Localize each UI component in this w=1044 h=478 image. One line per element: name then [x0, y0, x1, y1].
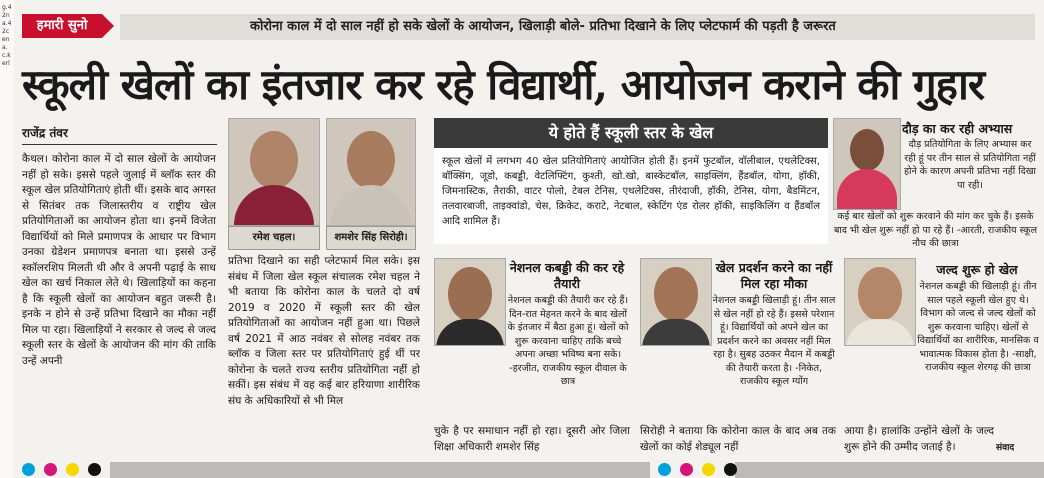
cyan-reg-dot — [22, 463, 35, 476]
quote-aarti-body-cont: कई बार खेलों को शुरू करवाने की मांग कर चुके हैं। इसके बाद भी खेल शुरू नहीं हो पा रहे हैं। -आरती, राजकीय स्कूल नौच की छात्रा — [833, 211, 1038, 249]
byline: राजेंद्र तंवर — [22, 124, 217, 145]
photo-shamsher — [326, 118, 416, 226]
credit: संवाद — [996, 443, 1015, 453]
photo-ramesh — [228, 118, 320, 226]
quote-aarti-body: दौड़ प्रतियोगिता के लिए अभ्यास कर रही हूं पर तीन साल से प्रतियोगिता नहीं होने के कारण अपनी प्रतिभा नहीं दिखा पा रही। — [903, 139, 1037, 191]
sports-box-body: स्कूल खेलों में लगभग 40 खेल प्रतियोगिताएं आयोजित होती हैं। इनमें फुटबॉल, वॉलीबाल, एथलेटिक्स, बॉक्सिंग, जूडो, कबड्डी, वेटलिफ्टिंग, कुश्ती, खो.खो, बास्केटबॉल, साइक्लिंग, हैंडबॉल, योगा, हॉकी, जिमनास्टिक, तैराकी, वाटर पोलो, टेबल टेनिस, एथलेटिक्स, तीरंदाजी, हॉकी, टेनिस, योगा, बैडमिंटन, तलवारबाजी, ताइक्वांडो, चेस, क्रिकेट, कराटे, नेटबाल, स्केटिंग एंड रोलर हॉकी, साइकिलिंग व हैंडबॉल आदि शामिल हैं। — [434, 148, 828, 244]
black-reg-dot — [88, 463, 101, 476]
sports-box-title: ये होते हैं स्कूली स्तर के खेल — [434, 118, 828, 148]
page-gutter — [0, 0, 14, 478]
quote-harjeet-title: नेशनल कबड्डी की कर रहे तैयारी — [509, 260, 625, 291]
photo-aarti — [833, 118, 901, 210]
quote-niket-body: नेशनल कबड्डी खिलाड़ी हूं। तीन साल से खेल नहीं हो रहे हैं। इससे परेशान हूं। विद्यार्थियों को अपने खेल का प्रदर्शन करने का अवसर नहीं मिल रहा है। सुबह उठकर मैदान में कबड्डी की तैयारी करता है। -निकेत, राजकीय स्कूल ग्योंग — [712, 295, 836, 387]
caption-shamsher: शमशेर सिंह सिरोही। — [326, 226, 416, 250]
registration-bar-right — [735, 462, 1044, 478]
section-label: हमारी सुनो — [22, 14, 102, 38]
caption-ramesh: रमेश चहल। — [228, 226, 320, 250]
column-4-text: सिरोही ने बताया कि कोरोना काल के बाद अब तक खेलों का कोई शेड्यूल नहीं — [640, 425, 836, 453]
column-3-text: चुके है पर समाधान नहीं हो रहा। दूसरी ओर जिला शिक्षा अधिकारी शमशेर सिंह — [434, 425, 630, 453]
yellow-reg-dot-2 — [702, 463, 715, 476]
quote-harjeet-body: नेशनल कबड्डी की तैयारी कर रहे हैं। दिन-रात मेहनत करने के बाद खेलों के इंतजार में बैठा हुआ हूं। खेलों को शुरू करवाना चाहिए ताकि बच्चे अपना अच्छा भविष्य बना सके। -हरजीत, राजकीय स्कूल दीवाल के छात्र — [507, 295, 629, 387]
yellow-reg-dot — [66, 463, 79, 476]
quote-sakshi-title: जल्द शुरू हो खेल — [936, 262, 1018, 277]
registration-bar-left — [110, 462, 650, 478]
magenta-reg-dot-2 — [680, 463, 693, 476]
black-reg-dot-2 — [724, 463, 737, 476]
gutter-text: g.42na.42cena.c.kerl — [2, 4, 12, 67]
quote-sakshi-body: नेशनल कबड्डी की खिलाड़ी हूं। तीन साल पहले स्कूली खेल हुए थे। विभाग को जल्द से जल्द खेलों को शुरू करवाना चाहिए। खेलों से विद्यार्थियों का शारीरिक, मानसिक व भावात्मक विकास होता है। -साक्षी, राजकीय स्कूल शेरगढ़ की छात्रा — [917, 281, 1039, 373]
magenta-reg-dot — [44, 463, 57, 476]
kicker: कोरोना काल में दो साल नहीं हो सके खेलों के आयोजन, खिलाड़ी बोले- प्रतिभा दिखाने के लिए प्लेटफार्म की पड़ती है जरूरत — [120, 14, 1035, 40]
column-2-text: प्रतिभा दिखाने का सही प्लेटफार्म मिल सके। इस संबंध में जिला खेल स्कूल संचालक रमेश चहल ने भी बताया कि कोरोना काल के चलते दो वर्ष 2019 व 2020 में स्कूली स्तर की खेल प्रतियोगिताओं का आयोजन नहीं हुआ था। पिछले वर्ष 2021 में आठ नवंबर से सोलह नवंबर तक ब्लॉक व जिला स्तर पर प्रतियोगिताएं हुई थीं पर कोरोना के चलते राज्य स्तरीय प्रतियोगिता नहीं हो सकीं। इस संबंध में वह कई बार हरियाणा शारीरिक संघ के अधिकारियों से भी मिल — [228, 255, 420, 407]
cyan-reg-dot-2 — [658, 463, 671, 476]
column-5-text: आया है। हालांकि उन्होंने खेलों के जल्द शुरू होने की उम्मीद जताई है। — [844, 425, 994, 453]
quote-aarti-title: दौड़ का कर रही अभ्यास — [902, 121, 1013, 136]
column-1-text: कैथल। कोरोना काल में दो साल खेलों के आयोजन नहीं हो सके। इससे पहले जुलाई में ब्लॉक स्तर की स्कूल खेल प्रतियोगिताएं होती थीं। इसके बाद अगस्त से सितंबर तक जिलास्तरीय व राष्ट्रीय खेल प्रतियोगिताओं का आयोजन होता था। इनमें विजेता विद्यार्थियों को मिले प्रमाणपत्र के आधार पर विभाग उनका ग्रेडेशन प्रमाणपत्र बनाता था। इससे उन्हें स्कॉलरशिप मिलती थी और वे अपनी पढ़ाई के साथ खेल का खर्च निकाल लेते थे। खिलाड़ियों का कहना है कि स्कूली खेलों का आयोजन बहुत जरूरी है। इनके न होने से उन्हें प्रतिभा दिखाने का मौका नहीं मिल पा रहा। खिलाड़ियों ने सरकार से जल्द से जल्द स्कूली स्तर के खेलों के आयोजन की मांग की ताकि उन्हें अपनी — [22, 153, 216, 367]
quote-niket-title: खेल प्रदर्शन करने का नहीं मिल रहा मौका — [715, 260, 833, 291]
headline: स्कूली खेलों का इंतजार कर रहे विद्यार्थी, आयोजन कराने की गुहार — [22, 60, 985, 109]
